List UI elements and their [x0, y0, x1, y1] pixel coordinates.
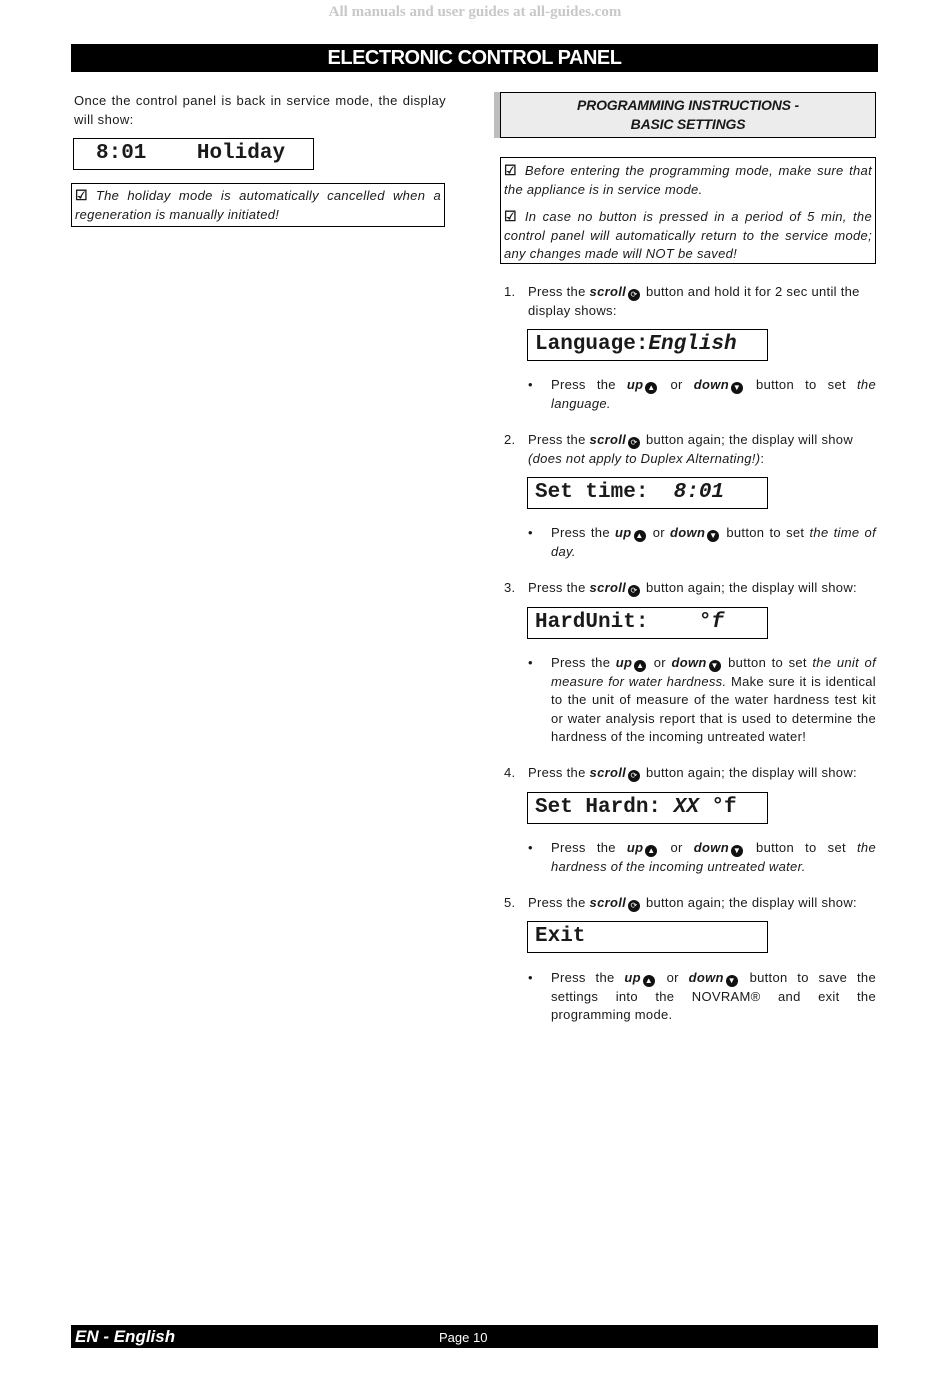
scroll-button-icon: ⟳: [628, 900, 640, 912]
note-timeout: ☑ In case no button is pressed in a period of 5 min, the control panel will automatically return to the service mode; any changes made will NOT be saved!: [504, 208, 872, 261]
footer-language: EN - English: [75, 1327, 176, 1346]
scroll-button-icon: ⟳: [628, 770, 640, 782]
bullet-hard-unit: • Press the up ▲ or down ▼ button to set the unit of measure for water hardness. Make sure it is identical to the unit of measure of the water hardness test kit or water analysis report that is used to determine the hardness of the incoming untreated water!: [528, 655, 876, 744]
display-exit: Exit: [527, 921, 768, 953]
checkbox-checked-icon: ☑: [75, 187, 88, 203]
display-mode: Holiday: [196, 142, 286, 165]
up-button-icon: ▲: [647, 846, 656, 855]
bullet-exit: • Press the up ▲ or down ▼ button to save the settings into the NOVRAM® and exit the programming mode.: [528, 970, 876, 1022]
page-number: Page 10: [439, 1330, 488, 1345]
bullet-language: • Press the up ▲ or down ▼ button to set the language.: [528, 377, 876, 411]
display-hard-unit: HardUnit: °f: [527, 607, 768, 639]
page-footer: [71, 1325, 878, 1348]
checkbox-checked-icon: ☑: [504, 208, 517, 224]
down-button-icon: ▼: [732, 383, 742, 392]
bullet-hardness: • Press the up ▲ or down ▼ button to set the hardness of the incoming untreated water.: [528, 840, 876, 874]
page-title: ELECTRONIC CONTROL PANEL: [71, 44, 878, 72]
down-button-icon: ▼: [709, 531, 718, 540]
scroll-button-icon: ⟳: [628, 585, 640, 597]
intro-text: Once the control panel is back in service mode, the display will show:: [74, 93, 446, 127]
step-5: 5. Press the scroll ⟳ button again; the display will show:: [504, 895, 857, 910]
checkbox-checked-icon: ☑: [504, 162, 517, 178]
display-time: 8:01: [96, 142, 147, 165]
up-button-icon: ▲: [647, 383, 656, 392]
holiday-note: ☑ The holiday mode is automatically cancelled when a regeneration is manually initiated!: [71, 183, 445, 227]
display-holiday: [73, 138, 314, 170]
section-heading: PROGRAMMING INSTRUCTIONS - BASIC SETTINGS: [500, 92, 876, 138]
display-set-time: Set time: 8:01: [527, 477, 768, 509]
step-4: 4. Press the scroll ⟳ button again; the display will show:: [504, 765, 857, 780]
up-button-icon: ▲: [636, 661, 645, 670]
note-service-mode: ☑ Before entering the programming mode, make sure that the appliance is in service mode.: [504, 162, 872, 197]
programming-notes: [500, 157, 876, 264]
up-button-icon: ▲: [644, 976, 653, 985]
display-language: Language:English: [527, 329, 768, 361]
step-1: 1. Press the scroll ⟳ button and hold it for 2 sec until the display shows:: [504, 284, 860, 318]
bullet-time: • Press the up ▲ or down ▼ button to set the time of day.: [528, 525, 876, 559]
up-button-icon: ▲: [635, 531, 644, 540]
down-button-icon: ▼: [732, 846, 742, 855]
scroll-button-icon: ⟳: [628, 289, 640, 301]
down-button-icon: ▼: [727, 976, 736, 985]
step-2: 2. Press the scroll ⟳ button again; the display will show (does not apply to Duplex Alternating!):: [504, 432, 854, 466]
display-set-hardness: Set Hardn: XX °f: [527, 792, 768, 824]
watermark: All manuals and user guides at all-guides.com: [328, 4, 622, 20]
scroll-button-icon: ⟳: [628, 437, 640, 449]
down-button-icon: ▼: [710, 661, 719, 670]
step-3: 3. Press the scroll ⟳ button again; the display will show:: [504, 580, 857, 595]
